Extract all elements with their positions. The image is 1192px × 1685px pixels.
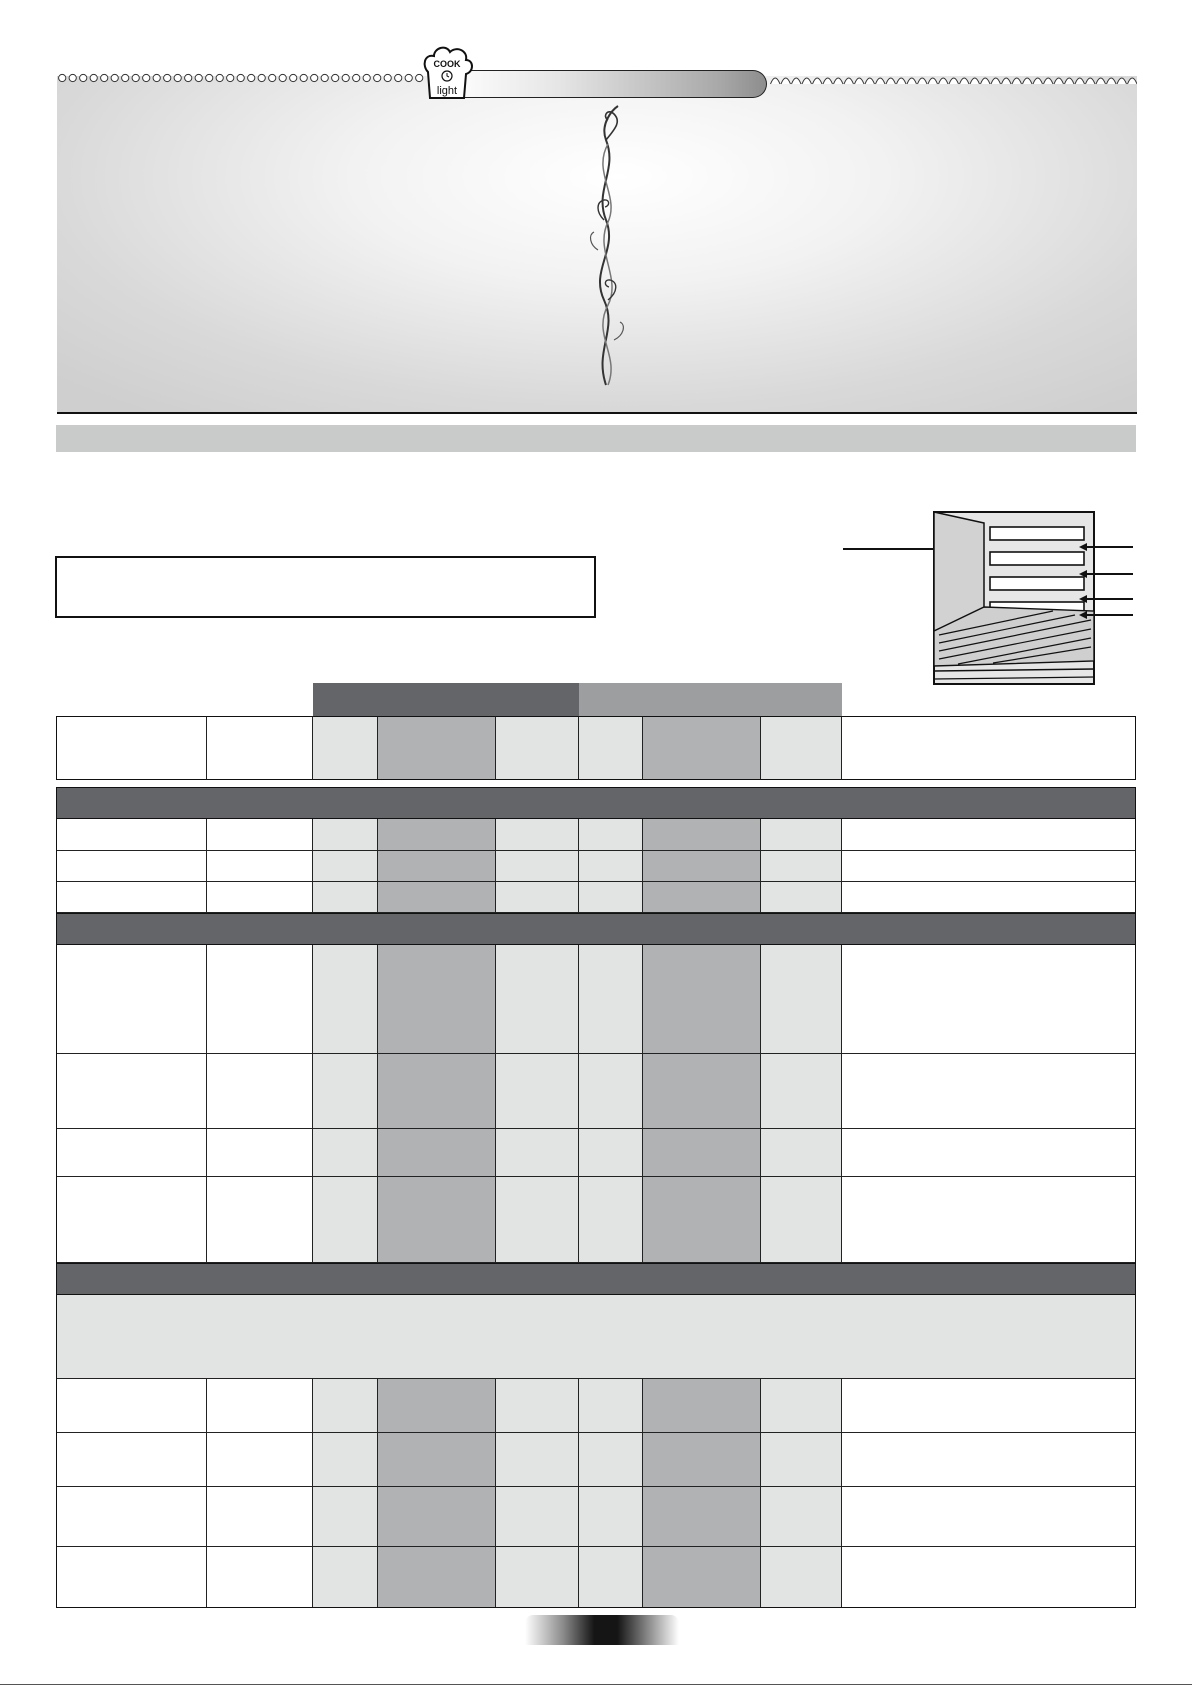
cell-b-time [761, 1129, 842, 1177]
cell-b-shelf [579, 1177, 643, 1263]
cell-a-shelf [313, 1129, 378, 1177]
cell-a-temp [378, 1129, 496, 1177]
column-header-b-time [761, 716, 842, 780]
column-header-b-shelf [579, 716, 643, 780]
cell-a-temp [378, 1547, 496, 1608]
cell-a-shelf [313, 1177, 378, 1263]
cell-notes [842, 1547, 1136, 1608]
cell-b-temp [643, 945, 761, 1054]
cell-b-shelf [579, 1054, 643, 1129]
svg-text:COOK: COOK [433, 59, 461, 69]
table-group-header-b [579, 683, 842, 716]
cell-a-time [496, 1433, 579, 1487]
cell-a-temp [378, 1433, 496, 1487]
cell-weight [207, 1177, 313, 1263]
column-header-weight [207, 716, 313, 780]
cell-a-shelf [313, 945, 378, 1054]
cell-notes [842, 945, 1136, 1054]
table-row [56, 1177, 1136, 1263]
cell-a-temp [378, 945, 496, 1054]
cell-b-time [761, 945, 842, 1054]
table-row [56, 1487, 1136, 1547]
cell-notes [842, 1054, 1136, 1129]
cell-b-temp [643, 1054, 761, 1129]
cell-a-time [496, 1129, 579, 1177]
cell-b-time [761, 851, 842, 882]
column-header-a-temp [378, 716, 496, 780]
cell-a-time [496, 1487, 579, 1547]
table-row [56, 1379, 1136, 1433]
table-row [56, 1129, 1136, 1177]
cell-a-time [496, 851, 579, 882]
cell-notes [842, 1487, 1136, 1547]
column-header-a-shelf [313, 716, 378, 780]
cell-b-shelf [579, 882, 643, 913]
cell-b-time [761, 1054, 842, 1129]
cell-b-shelf [579, 819, 643, 851]
cell-a-temp [378, 851, 496, 882]
table-row [56, 945, 1136, 1054]
cell-a-time [496, 1054, 579, 1129]
cell-food [56, 1433, 207, 1487]
cell-food [56, 851, 207, 882]
cell-b-shelf [579, 1433, 643, 1487]
cell-b-shelf [579, 1129, 643, 1177]
cell-a-time [496, 819, 579, 851]
cell-b-temp [643, 1487, 761, 1547]
cell-food [56, 1129, 207, 1177]
table-note-row [56, 1295, 1136, 1379]
cell-food [56, 1547, 207, 1608]
table-row [56, 1433, 1136, 1487]
table-section-band-1 [56, 787, 1136, 819]
scallop-border-left [57, 70, 425, 86]
cell-food [56, 819, 207, 851]
cell-b-time [761, 1433, 842, 1487]
cell-weight [207, 945, 313, 1054]
cell-food [56, 1177, 207, 1263]
cell-notes [842, 851, 1136, 882]
cell-a-temp [378, 1487, 496, 1547]
cell-a-shelf [313, 819, 378, 851]
scallop-border-right [770, 70, 1137, 86]
cell-b-temp [643, 1129, 761, 1177]
cell-notes [842, 1379, 1136, 1433]
column-header-a-time [496, 716, 579, 780]
cell-a-time [496, 1547, 579, 1608]
column-header-b-temp [643, 716, 761, 780]
cell-a-temp [378, 819, 496, 851]
cell-weight [207, 1433, 313, 1487]
cell-b-shelf [579, 945, 643, 1054]
cell-a-time [496, 882, 579, 913]
cell-b-temp [643, 819, 761, 851]
oven-shelf-positions-icon [843, 511, 1143, 689]
cell-b-time [761, 819, 842, 851]
cell-b-shelf [579, 1379, 643, 1433]
cell-food [56, 882, 207, 913]
cell-weight [207, 1054, 313, 1129]
cell-b-time [761, 1379, 842, 1433]
cell-a-shelf [313, 882, 378, 913]
cell-b-time [761, 1177, 842, 1263]
chef-hat-logo-icon [420, 44, 474, 104]
cell-food [56, 1487, 207, 1547]
cell-food [56, 1054, 207, 1129]
cell-weight [207, 882, 313, 913]
cell-food [56, 1379, 207, 1433]
note-box [55, 556, 596, 618]
cell-a-temp [378, 882, 496, 913]
cell-a-time [496, 1379, 579, 1433]
table-row [56, 819, 1136, 851]
cell-a-time [496, 1177, 579, 1263]
cell-b-shelf [579, 1547, 643, 1608]
cell-b-time [761, 1487, 842, 1547]
cell-b-temp [643, 1547, 761, 1608]
cell-a-temp [378, 1054, 496, 1129]
cell-weight [207, 1379, 313, 1433]
svg-text:light: light [436, 85, 458, 97]
cell-b-temp [643, 851, 761, 882]
table-section-band-2 [56, 913, 1136, 945]
cell-weight [207, 1547, 313, 1608]
cell-weight [207, 1129, 313, 1177]
cell-b-time [761, 882, 842, 913]
cell-a-shelf [313, 1487, 378, 1547]
cell-notes [842, 1129, 1136, 1177]
cell-a-time [496, 945, 579, 1054]
table-row [56, 1054, 1136, 1129]
header-title-pill [446, 70, 767, 98]
vine-swirl-icon [584, 100, 628, 390]
cell-b-shelf [579, 1487, 643, 1547]
cell-a-shelf [313, 1054, 378, 1129]
column-header-notes [842, 716, 1136, 780]
cell-notes [842, 1433, 1136, 1487]
column-header-food [56, 716, 207, 780]
cell-b-temp [643, 1433, 761, 1487]
cell-weight [207, 851, 313, 882]
table-row [56, 851, 1136, 882]
cell-b-temp [643, 882, 761, 913]
cell-b-time [761, 1547, 842, 1608]
cell-notes [842, 819, 1136, 851]
cell-b-shelf [579, 851, 643, 882]
table-group-header-a [313, 683, 579, 716]
table-section-band-3 [56, 1263, 1136, 1295]
cell-a-shelf [313, 1379, 378, 1433]
cell-weight [207, 819, 313, 851]
cell-notes [842, 882, 1136, 913]
section-title-bar [56, 425, 1136, 452]
cell-a-temp [378, 1177, 496, 1263]
cell-food [56, 945, 207, 1054]
table-row [56, 882, 1136, 913]
cell-a-shelf [313, 1547, 378, 1608]
cell-notes [842, 1177, 1136, 1263]
page-number-tab [525, 1615, 679, 1645]
cell-b-temp [643, 1379, 761, 1433]
cell-weight [207, 1487, 313, 1547]
cell-a-shelf [313, 851, 378, 882]
cell-b-temp [643, 1177, 761, 1263]
cell-a-temp [378, 1379, 496, 1433]
cell-a-shelf [313, 1433, 378, 1487]
table-row [56, 1547, 1136, 1608]
